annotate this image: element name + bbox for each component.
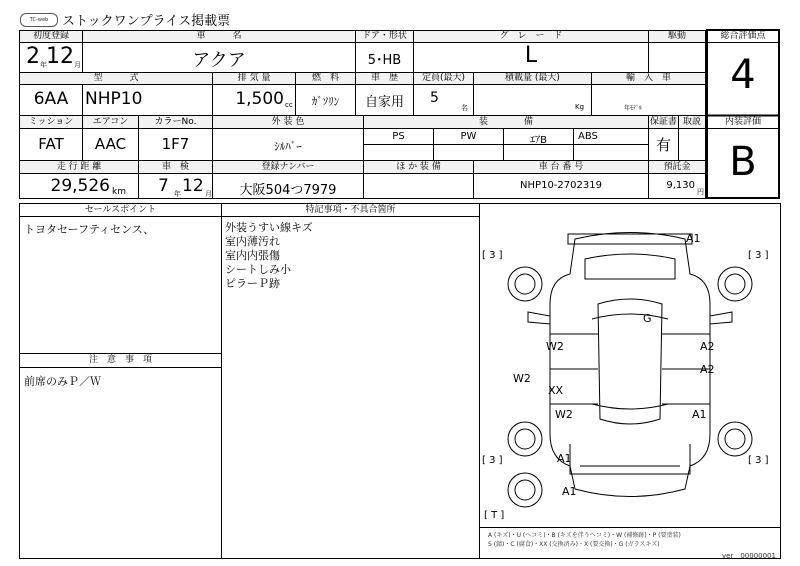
plate: 大阪504つ7979 bbox=[239, 183, 337, 198]
mileage: 29,526 bbox=[50, 176, 110, 196]
trunk-rating: [ T ] bbox=[484, 510, 505, 521]
damage-mark: XX bbox=[548, 384, 564, 397]
overall-rating: 4 bbox=[730, 52, 756, 98]
yen-unit: 円 bbox=[697, 188, 704, 196]
label-chassis-no: 車 台 番 号 bbox=[474, 161, 648, 173]
car-damage-diagram bbox=[480, 204, 780, 527]
label-other-equipment: ほ か 装 備 bbox=[364, 161, 473, 173]
legend-line: A (キズ)・U (ヘコミ)・B (キズを伴うヘコミ)・W (補修跡)・P (要塗装) bbox=[488, 532, 681, 539]
warranty: 有 bbox=[655, 136, 671, 154]
kg-unit: Kg bbox=[575, 103, 585, 111]
tire-rating-rear-right: [ 3 ] bbox=[748, 455, 769, 466]
tire-rating-front-left: [ 3 ] bbox=[482, 250, 503, 261]
history: 自家用 bbox=[364, 95, 404, 110]
sales-point-text: トヨタセーフティセンス、 bbox=[24, 223, 155, 236]
inspection-year-unit: 年 bbox=[174, 190, 181, 198]
chassis-no: NHP10-2702319 bbox=[520, 180, 602, 191]
color-no: 1F7 bbox=[161, 135, 190, 153]
damage-mark: A1 bbox=[692, 408, 707, 421]
label-model: 型 式 bbox=[20, 73, 212, 84]
logo-text: TC-web bbox=[29, 17, 49, 23]
label-plate: 登録ナンバー bbox=[213, 161, 363, 173]
notes-list bbox=[225, 221, 313, 291]
label-door-shape: ドア・形状 bbox=[356, 31, 413, 42]
label-inspection: 車 検 bbox=[139, 161, 212, 173]
damage-mark: W2 bbox=[546, 340, 564, 353]
label-mission: ミッション bbox=[20, 116, 82, 128]
note-line: 室内内張傷 bbox=[225, 249, 280, 262]
label-warranty: 保証書 bbox=[649, 117, 677, 127]
label-notes: 特記事項・不具合箇所 bbox=[222, 204, 479, 216]
version-label: ver 00000001 bbox=[722, 552, 776, 560]
label-car-name: 車 名 bbox=[83, 31, 355, 42]
label-exterior-color: 外 装 色 bbox=[213, 116, 363, 128]
equipment-airbag: ｴｱB bbox=[530, 135, 547, 146]
capacity: 5 bbox=[430, 90, 439, 106]
damage-legend bbox=[488, 531, 681, 549]
label-interior-rating: 内装評価 bbox=[708, 117, 778, 128]
inspection-month-unit: 月 bbox=[205, 190, 212, 198]
equipment-pw: PW bbox=[460, 131, 477, 142]
note-line: 外装うすい線キズ bbox=[225, 221, 313, 234]
displacement: 1,500 bbox=[235, 89, 284, 109]
deposit: 9,130 bbox=[666, 180, 695, 191]
label-history: 車 歴 bbox=[356, 73, 413, 84]
exterior-color: ｼﾙﾊﾞｰ bbox=[274, 140, 302, 153]
label-load: 積載量 (最大) bbox=[474, 73, 591, 84]
tire-rating-rear-left: [ 3 ] bbox=[482, 455, 503, 466]
year-unit: 年 bbox=[40, 61, 47, 69]
aircon: AAC bbox=[94, 135, 127, 153]
import-model-year-label: 年ﾓﾃﾞﾙ bbox=[624, 105, 643, 112]
label-color-no: カラーNo. bbox=[139, 116, 212, 128]
label-first-registration: 初度登録 bbox=[20, 31, 82, 42]
damage-mark: A1 bbox=[557, 452, 572, 465]
label-capacity: 定員(最大) bbox=[414, 73, 473, 84]
damage-mark: A1 bbox=[686, 232, 701, 245]
car-name: アクア bbox=[192, 50, 246, 71]
note-line: 室内薄汚れ bbox=[225, 235, 280, 248]
damage-mark: W2 bbox=[513, 372, 531, 385]
cc-unit: cc bbox=[285, 101, 293, 109]
model-prefix: 6AA bbox=[33, 89, 69, 109]
first-reg-year: 2 bbox=[26, 44, 40, 69]
label-displacement: 排 気 量 bbox=[213, 73, 295, 84]
page-title: ストックワンプライス掲載票 bbox=[62, 14, 231, 29]
inspection-year: 7 bbox=[158, 176, 169, 196]
fuel: ｶﾞｿﾘﾝ bbox=[311, 95, 340, 108]
mission: FAT bbox=[38, 135, 64, 153]
tire-rating-front-right: [ 3 ] bbox=[748, 250, 769, 261]
label-drive: 駆動 bbox=[649, 31, 705, 42]
grade: L bbox=[524, 43, 538, 68]
equipment-abs: ABS bbox=[578, 131, 598, 142]
first-reg-month: 12 bbox=[46, 44, 74, 69]
equipment-ps: PS bbox=[392, 131, 405, 142]
model: NHP10 bbox=[85, 89, 143, 109]
label-aircon: エアコン bbox=[83, 116, 138, 128]
door-shape: 5･HB bbox=[367, 53, 402, 68]
label-deposit: 預託金 bbox=[649, 161, 705, 173]
month-unit: 月 bbox=[74, 61, 81, 69]
capacity-unit: 名 bbox=[461, 104, 468, 112]
label-manual: 取説 bbox=[679, 116, 705, 128]
label-equipment: 装 備 bbox=[364, 116, 648, 128]
note-line: シートしみ小 bbox=[225, 263, 291, 276]
damage-mark: A2 bbox=[700, 363, 715, 376]
interior-rating: B bbox=[729, 139, 757, 185]
label-grade: グ レ ー ド bbox=[414, 31, 648, 42]
label-overall-rating: 総合評価点 bbox=[708, 31, 778, 42]
label-fuel: 燃 料 bbox=[296, 73, 355, 84]
legend-line: S (錆)・C (腐食)・XX (交換済み)・X (要交換)・G (ガラスキズ) bbox=[488, 541, 660, 548]
damage-mark: A2 bbox=[700, 340, 715, 353]
label-sales-point: セールスポイント bbox=[20, 204, 221, 216]
label-caution: 注 意 事 項 bbox=[20, 354, 221, 367]
label-import: 輸 入 車 bbox=[592, 73, 705, 84]
km-unit: km bbox=[112, 187, 126, 197]
caution-text: 前席のみＰ／Ｗ bbox=[24, 375, 101, 388]
label-mileage: 走 行 距 離 bbox=[20, 161, 138, 173]
damage-mark: A1 bbox=[562, 485, 577, 498]
inspection-month: 12 bbox=[182, 176, 204, 196]
note-line: ピラーＰ跡 bbox=[225, 277, 280, 290]
damage-mark: G bbox=[643, 312, 652, 325]
damage-mark: W2 bbox=[555, 408, 573, 421]
